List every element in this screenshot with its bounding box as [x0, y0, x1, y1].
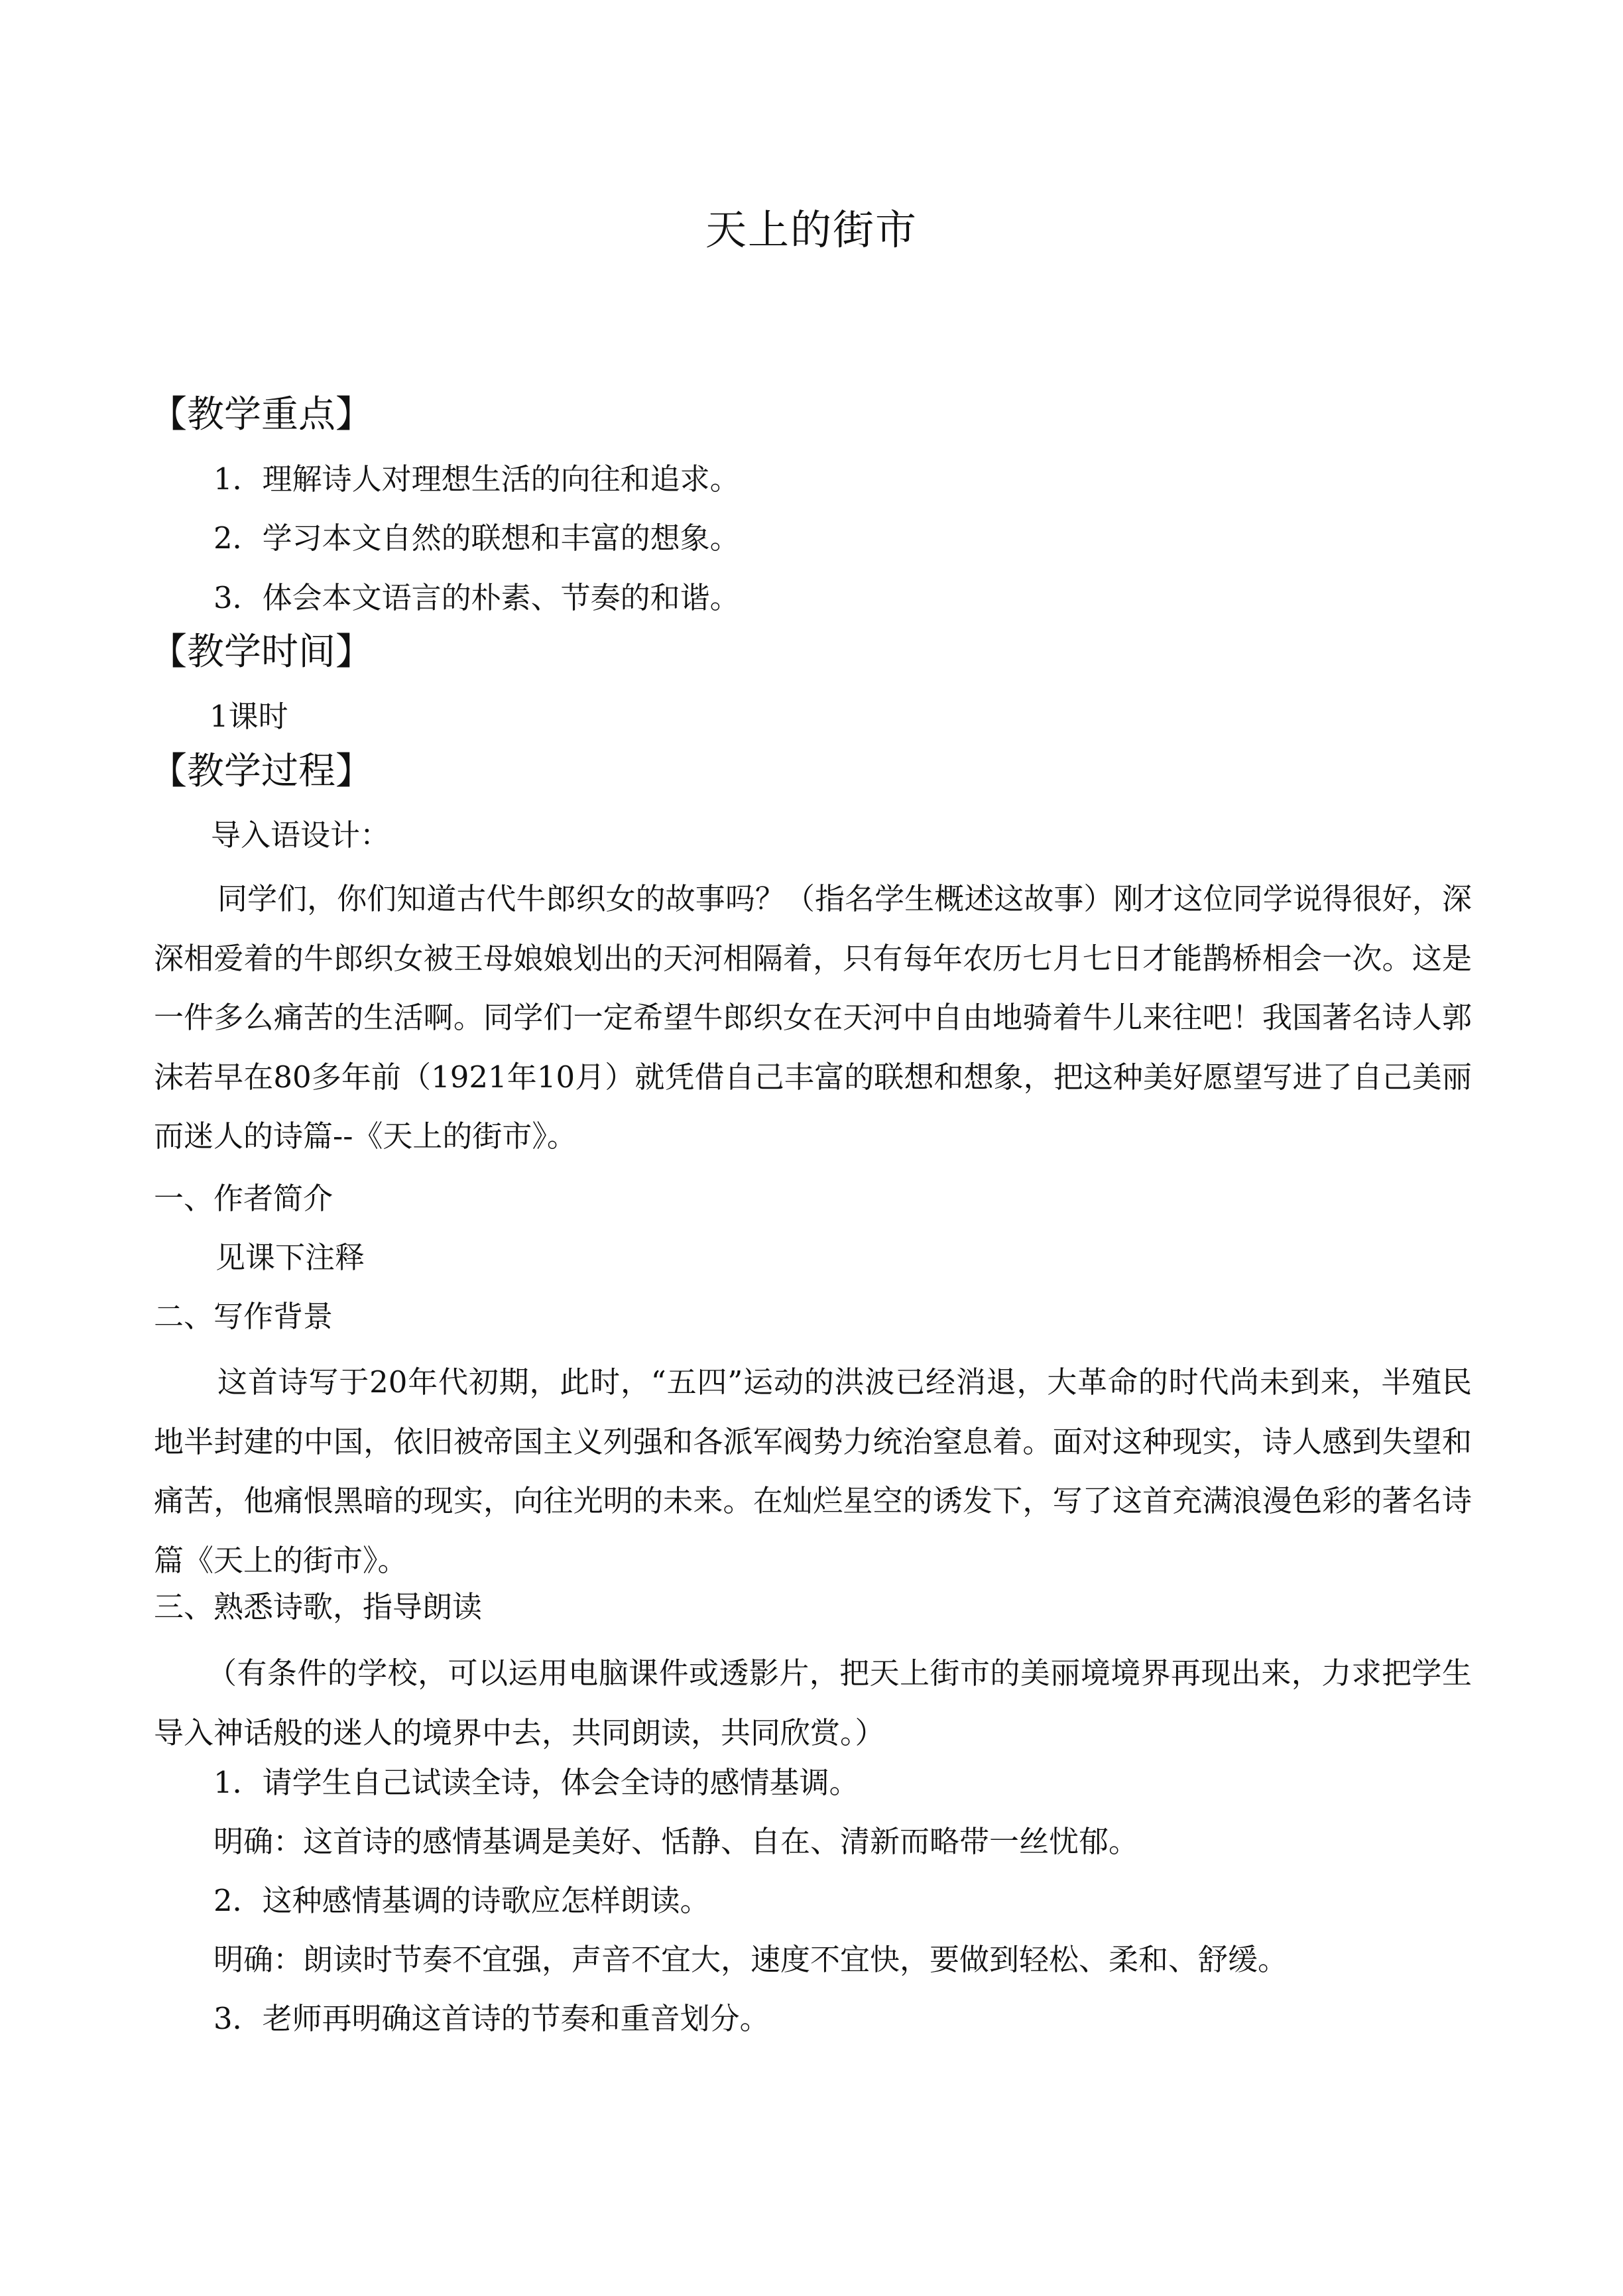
- process-heading: 【教学过程】: [150, 750, 373, 793]
- focus-item: 3．体会本文语言的朴素、节奏的和谐。: [213, 580, 740, 615]
- part3-item: 1．请学生自己试读全诗，体会全诗的感情基调。: [213, 1765, 859, 1800]
- time-value: 1课时: [210, 699, 288, 734]
- intro-paragraph: 同学们，你们知道古代牛郎织女的故事吗？（指名学生概述这故事）刚才这位同学说得很好，深深相爱着的牛郎织女被王母娘娘划出的天河相隔着，只有每年农历七月七日才能鹊桥相会一次。这是一件多么痛苦的生活啊。同学们一定希望牛郎织女在天河中自由地骑着牛儿来往吧！我国著名诗人郭沫若早在80多年前（1921年10月）就凭借自己丰富的联想和想象，把这种美好愿望写进了自己美丽而迷人的诗篇--《天上的街市》。: [154, 881, 1472, 1154]
- intro-label: 导入语设计：: [211, 817, 391, 853]
- part1-heading: 一、作者简介: [154, 1181, 333, 1216]
- document-title: 天上的街市: [705, 206, 918, 254]
- part3-heading: 三、熟悉诗歌，指导朗读: [154, 1589, 483, 1624]
- part2-heading: 二、写作背景: [154, 1299, 333, 1334]
- focus-item: 1．理解诗人对理想生活的向往和追求。: [213, 461, 740, 497]
- part3-item: 3．老师再明确这首诗的节奏和重音划分。: [213, 2001, 770, 2036]
- part3-item: 明确：朗读时节奏不宜强，声音不宜大，速度不宜快，要做到轻松、柔和、舒缓。: [213, 1942, 1288, 1977]
- focus-heading: 【教学重点】: [150, 393, 373, 436]
- part1-text: 见课下注释: [215, 1240, 365, 1275]
- part3-item: 明确：这首诗的感情基调是美好、恬静、自在、清新而略带一丝忧郁。: [213, 1824, 1139, 1859]
- focus-item: 2．学习本文自然的联想和丰富的想象。: [213, 520, 740, 556]
- part2-paragraph: 这首诗写于20年代初期，此时，“五四”运动的洪波已经消退，大革命的时代尚未到来，半殖民地半封建的中国，依旧被帝国主义列强和各派军阀势力统治窒息着。面对这种现实，诗人感到失望和痛苦，他痛恨黑暗的现实，向往光明的未来。在灿烂星空的诱发下，写了这首充满浪漫色彩的著名诗篇《天上的街市》。: [154, 1364, 1472, 1578]
- part3-paragraph: （有条件的学校，可以运用电脑课件或透影片，把天上街市的美丽境境界再现出来，力求把学生导入神话般的迷人的境界中去，共同朗读，共同欣赏。）: [154, 1656, 1472, 1750]
- part3-item: 2．这种感情基调的诗歌应怎样朗读。: [213, 1883, 710, 1918]
- time-heading: 【教学时间】: [150, 631, 373, 674]
